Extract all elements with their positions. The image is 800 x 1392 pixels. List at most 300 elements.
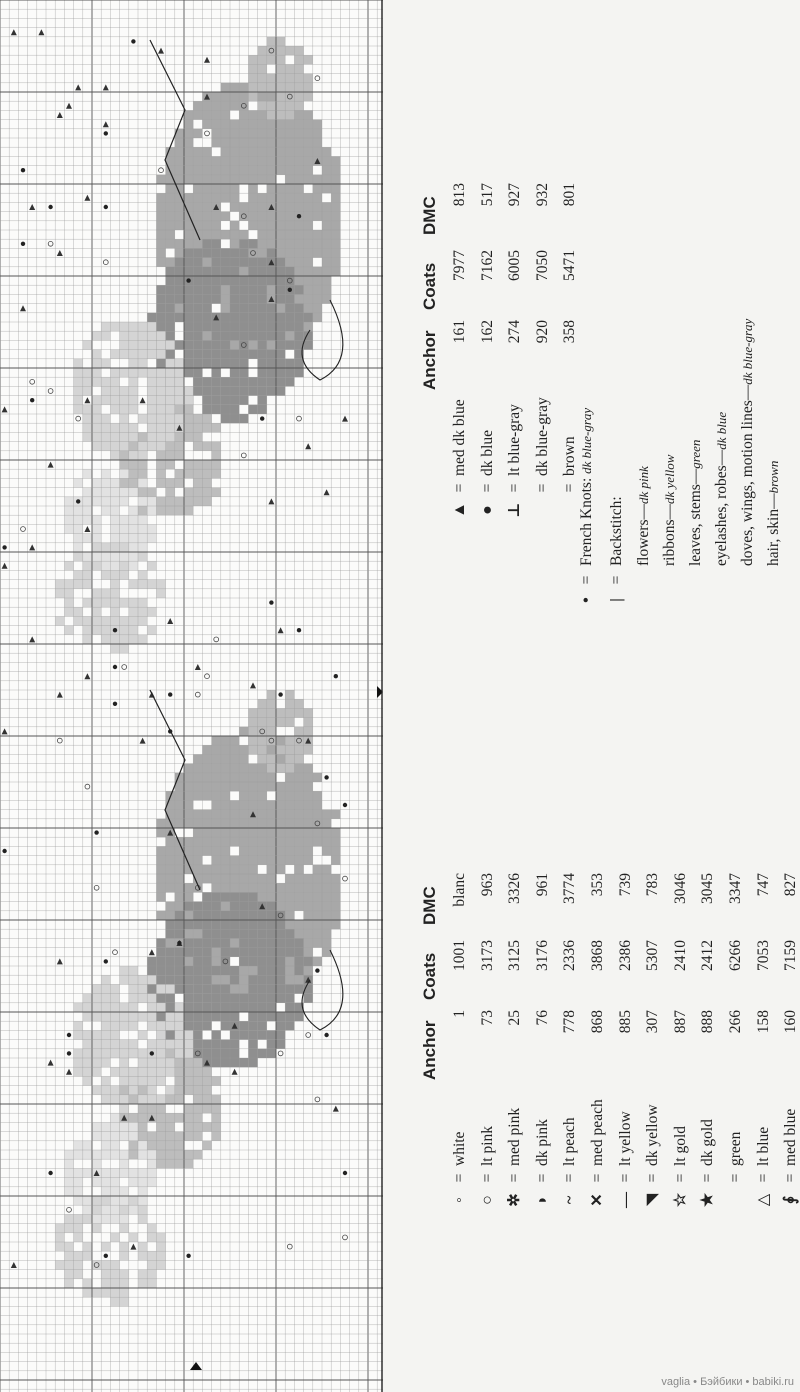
stitch-cell	[166, 1012, 175, 1021]
stitch-cell	[120, 432, 129, 441]
stitch-cell	[258, 101, 267, 110]
stitch-cell	[175, 221, 184, 230]
stitch-cell	[267, 221, 276, 230]
stitch-cell	[83, 570, 92, 579]
stitch-cell	[156, 1150, 165, 1159]
stitch-cell	[285, 699, 294, 708]
stitch-cell	[221, 920, 230, 929]
stitch-cell	[212, 975, 221, 984]
stitch-cell	[212, 819, 221, 828]
stitch-cell	[212, 1058, 221, 1067]
stitch-cell	[101, 1205, 110, 1214]
stitch-cell	[294, 764, 303, 773]
stitch-cell	[193, 1076, 202, 1085]
stitch-cell	[184, 966, 193, 975]
stitch-cell	[267, 782, 276, 791]
stitch-cell	[101, 1012, 110, 1021]
stitch-cell	[276, 920, 285, 929]
stitch-cell	[221, 377, 230, 386]
stitch-cell	[166, 938, 175, 947]
stitch-cell	[304, 120, 313, 129]
stitch-cell	[175, 258, 184, 267]
stitch-cell	[230, 828, 239, 837]
anchor-number: 25	[506, 1010, 524, 1026]
stitch-cell	[304, 156, 313, 165]
stitch-cell	[276, 340, 285, 349]
stitch-cell	[258, 1030, 267, 1039]
stitch-cell	[212, 340, 221, 349]
stitch-cell	[304, 230, 313, 239]
stitch-cell	[258, 957, 267, 966]
stitch-cell	[212, 966, 221, 975]
stitch-cell	[248, 957, 257, 966]
stitch-cell	[83, 1288, 92, 1297]
stitch-cell	[83, 386, 92, 395]
stitch-cell	[331, 230, 340, 239]
stitch-cell	[129, 534, 138, 543]
stitch-cell	[267, 920, 276, 929]
stitch-cell	[175, 497, 184, 506]
stitch-cell	[230, 184, 239, 193]
stitch-cell	[322, 267, 331, 276]
stitch-cell	[258, 175, 267, 184]
stitch-cell	[212, 101, 221, 110]
stitch-cell	[313, 819, 322, 828]
stitch-cell	[202, 764, 211, 773]
stitch-cell	[258, 248, 267, 257]
stitch-cell	[276, 285, 285, 294]
stitch-cell	[258, 120, 267, 129]
stitch-cell	[74, 543, 83, 552]
stitch-cell	[110, 478, 119, 487]
stitch-cell	[285, 957, 294, 966]
stitch-cell	[184, 248, 193, 257]
stitch-cell	[64, 1224, 73, 1233]
stitch-cell	[92, 1205, 101, 1214]
dmc-number: blanc	[451, 873, 468, 907]
stitch-cell	[276, 64, 285, 73]
stitch-cell	[202, 782, 211, 791]
stitch-cell	[120, 543, 129, 552]
stitch-cell	[221, 405, 230, 414]
stitch-cell	[92, 396, 101, 405]
stitch-cell	[221, 175, 230, 184]
dot-symbol	[94, 830, 98, 834]
stitch-cell	[156, 1104, 165, 1113]
stitch-cell	[120, 626, 129, 635]
stitch-cell	[313, 212, 322, 221]
stitch-cell	[193, 846, 202, 855]
stitch-cell	[248, 828, 257, 837]
stitch-cell	[248, 1049, 257, 1058]
stitch-cell	[230, 147, 239, 156]
stitch-cell	[276, 46, 285, 55]
stitch-cell	[285, 938, 294, 947]
stitch-cell	[294, 285, 303, 294]
stitch-cell	[313, 828, 322, 837]
stitch-cell	[221, 193, 230, 202]
stitch-cell	[193, 1095, 202, 1104]
dot-symbol	[278, 692, 282, 696]
stitch-cell	[267, 147, 276, 156]
stitch-cell	[110, 1113, 119, 1122]
stitch-cell	[110, 1122, 119, 1131]
stitch-cell	[267, 948, 276, 957]
stitch-cell	[239, 892, 248, 901]
stitch-cell	[285, 948, 294, 957]
stitch-cell	[276, 377, 285, 386]
stitch-cell	[138, 1132, 147, 1141]
equals-sign: =	[782, 1173, 800, 1183]
stitch-cell	[83, 515, 92, 524]
stitch-cell	[110, 1132, 119, 1141]
stitch-cell	[147, 1260, 156, 1269]
stitch-cell	[212, 984, 221, 993]
coats-number: 5307	[644, 940, 662, 971]
stitch-cell	[184, 1150, 193, 1159]
stitch-cell	[129, 460, 138, 469]
stitch-cell	[147, 984, 156, 993]
stitch-cell	[258, 911, 267, 920]
stitch-cell	[285, 248, 294, 257]
stitch-cell	[322, 929, 331, 938]
stitch-cell	[110, 1187, 119, 1196]
dmc-number: 739	[616, 873, 634, 897]
stitch-cell	[230, 764, 239, 773]
stitch-cell	[129, 1012, 138, 1021]
stitch-cell	[138, 1178, 147, 1187]
stitch-cell	[101, 1122, 110, 1131]
stitch-cell	[294, 727, 303, 736]
stitch-cell	[331, 892, 340, 901]
stitch-cell	[202, 902, 211, 911]
stitch-cell	[92, 561, 101, 570]
stitch-cell	[193, 386, 202, 395]
stitch-cell	[258, 276, 267, 285]
stitch-cell	[230, 304, 239, 313]
stitch-cell	[285, 377, 294, 386]
stitch-cell	[110, 552, 119, 561]
stitch-cell	[129, 405, 138, 414]
stitch-cell	[202, 322, 211, 331]
equals-sign: =	[589, 1173, 606, 1183]
stitch-cell	[101, 626, 110, 635]
stitch-cell	[212, 212, 221, 221]
stitch-cell	[221, 166, 230, 175]
stitch-cell	[294, 294, 303, 303]
stitch-cell	[285, 322, 294, 331]
stitch-cell	[331, 837, 340, 846]
stitch-cell	[184, 1132, 193, 1141]
stitch-cell	[239, 874, 248, 883]
stitch-cell	[239, 948, 248, 957]
stitch-cell	[147, 313, 156, 322]
stitch-cell	[221, 276, 230, 285]
stitch-cell	[267, 1003, 276, 1012]
stitch-cell	[285, 147, 294, 156]
stitch-cell	[129, 1132, 138, 1141]
stitch-cell	[304, 948, 313, 957]
stitch-cell	[304, 175, 313, 184]
stitch-cell	[138, 1095, 147, 1104]
stitch-cell	[276, 193, 285, 202]
stitch-cell	[156, 883, 165, 892]
stitch-cell	[239, 994, 248, 1003]
stitch-cell	[175, 1030, 184, 1039]
stitch-cell	[92, 616, 101, 625]
stitch-cell	[258, 359, 267, 368]
stitch-cell	[221, 340, 230, 349]
stitch-cell	[129, 994, 138, 1003]
stitch-cell	[120, 534, 129, 543]
stitch-cell	[156, 828, 165, 837]
stitch-cell	[248, 856, 257, 865]
stitch-cell	[239, 294, 248, 303]
stitch-cell	[276, 230, 285, 239]
stitch-cell	[193, 267, 202, 276]
stitch-cell	[120, 1049, 129, 1058]
stitch-cell	[184, 331, 193, 340]
stitch-cell	[147, 497, 156, 506]
stitch-cell	[74, 1178, 83, 1187]
dot-symbol	[21, 242, 25, 246]
stitch-cell	[166, 902, 175, 911]
stitch-cell	[239, 313, 248, 322]
stitch-cell	[258, 138, 267, 147]
stitch-cell	[294, 699, 303, 708]
stitch-cell	[285, 791, 294, 800]
stitch-cell	[267, 166, 276, 175]
stitch-cell	[129, 626, 138, 635]
stitch-cell	[239, 727, 248, 736]
stitch-cell	[322, 819, 331, 828]
stitch-cell	[166, 1040, 175, 1049]
stitch-cell	[175, 267, 184, 276]
anchor-number: 888	[699, 1010, 717, 1034]
stitch-cell	[212, 1003, 221, 1012]
stitch-cell	[193, 764, 202, 773]
stitch-cell	[230, 975, 239, 984]
stitch-cell	[193, 239, 202, 248]
dmc-number: 3046	[671, 873, 689, 904]
stitch-cell	[221, 902, 230, 911]
stitch-cell	[193, 837, 202, 846]
stitch-cell	[193, 911, 202, 920]
stitch-cell	[110, 1049, 119, 1058]
stitch-cell	[202, 1076, 211, 1085]
stitch-cell	[285, 340, 294, 349]
stitch-cell	[221, 782, 230, 791]
stitch-cell	[138, 1141, 147, 1150]
stitch-cell	[110, 405, 119, 414]
corner-triangle-icon: ◥	[644, 1193, 662, 1207]
stitch-cell	[202, 1095, 211, 1104]
stitch-cell	[138, 1168, 147, 1177]
stitch-cell	[175, 368, 184, 377]
stitch-cell	[175, 1012, 184, 1021]
stitch-cell	[193, 1132, 202, 1141]
stitch-cell	[258, 331, 267, 340]
stitch-cell	[322, 294, 331, 303]
stitch-cell	[248, 83, 257, 92]
stitch-cell	[221, 386, 230, 395]
stitch-cell	[285, 828, 294, 837]
stitch-cell	[175, 874, 184, 883]
stitch-cell	[221, 331, 230, 340]
anchor-number: 266	[727, 1010, 744, 1034]
stitch-cell	[221, 764, 230, 773]
stitch-cell	[166, 856, 175, 865]
stitch-cell	[55, 580, 64, 589]
stitch-cell	[276, 856, 285, 865]
stitch-cell	[239, 782, 248, 791]
stitch-cell	[313, 938, 322, 947]
stitch-cell	[156, 1040, 165, 1049]
stitch-cell	[92, 497, 101, 506]
stitch-cell	[92, 432, 101, 441]
stitch-cell	[267, 994, 276, 1003]
stitch-cell	[92, 1067, 101, 1076]
stitch-cell	[258, 322, 267, 331]
stitch-cell	[304, 276, 313, 285]
stitch-cell	[101, 1086, 110, 1095]
stitch-cell	[248, 221, 257, 230]
stitch-cell	[184, 497, 193, 506]
stitch-cell	[313, 313, 322, 322]
stitch-cell	[138, 359, 147, 368]
stitch-cell	[120, 635, 129, 644]
equals-sign: =	[478, 483, 496, 493]
stitch-cell	[239, 911, 248, 920]
tilde-icon: ~	[561, 1195, 579, 1205]
stitch-cell	[202, 846, 211, 855]
stitch-cell	[276, 276, 285, 285]
stitch-cell	[331, 193, 340, 202]
stitch-cell	[166, 911, 175, 920]
stitch-cell	[258, 129, 267, 138]
stitch-cell	[83, 1012, 92, 1021]
stitch-cell	[304, 791, 313, 800]
stitch-cell	[239, 1021, 248, 1030]
stitch-cell	[138, 515, 147, 524]
stitch-cell	[83, 1214, 92, 1223]
color-name: dk gold	[699, 1119, 717, 1166]
stitch-cell	[212, 239, 221, 248]
dot-symbol	[186, 1254, 190, 1258]
stitch-cell	[267, 883, 276, 892]
color-name: lt blue	[754, 1126, 772, 1166]
stitch-cell	[230, 248, 239, 257]
stitch-cell	[276, 83, 285, 92]
stitch-cell	[212, 1104, 221, 1113]
stitch-cell	[156, 874, 165, 883]
stitch-cell	[83, 1049, 92, 1058]
watermark: vaglia • Бэйбики • babiki.ru	[661, 1376, 794, 1388]
stitch-cell	[147, 1159, 156, 1168]
stitch-cell	[92, 1288, 101, 1297]
stitch-cell	[147, 966, 156, 975]
stitch-cell	[267, 745, 276, 754]
stitch-cell	[258, 718, 267, 727]
stitch-cell	[193, 110, 202, 119]
stitch-cell	[138, 506, 147, 515]
stitch-cell	[331, 166, 340, 175]
stitch-cell	[258, 46, 267, 55]
stitch-cell	[212, 929, 221, 938]
stitch-cell	[313, 267, 322, 276]
stitch-cell	[239, 285, 248, 294]
stitch-cell	[294, 837, 303, 846]
stitch-cell	[175, 948, 184, 957]
stitch-cell	[230, 865, 239, 874]
stitch-cell	[322, 166, 331, 175]
stitch-cell	[294, 184, 303, 193]
stitch-cell	[184, 1113, 193, 1122]
stitch-cell	[267, 1049, 276, 1058]
stitch-cell	[166, 874, 175, 883]
stitch-cell	[258, 819, 267, 828]
stitch-cell	[304, 83, 313, 92]
stitch-cell	[258, 966, 267, 975]
stitch-cell	[267, 773, 276, 782]
stitch-cell	[285, 74, 294, 83]
stitch-cell	[267, 212, 276, 221]
stitch-cell	[83, 635, 92, 644]
stitch-cell	[74, 506, 83, 515]
stitch-cell	[294, 754, 303, 763]
stitch-cell	[267, 938, 276, 947]
stitch-cell	[258, 156, 267, 165]
stitch-cell	[239, 920, 248, 929]
stitch-cell	[248, 736, 257, 745]
stitch-cell	[294, 957, 303, 966]
stitch-cell	[248, 258, 257, 267]
stitch-cell	[267, 1040, 276, 1049]
stitch-cell	[129, 635, 138, 644]
stitch-cell	[202, 1049, 211, 1058]
stitch-cell	[276, 147, 285, 156]
stitch-cell	[258, 212, 267, 221]
stitch-cell	[138, 340, 147, 349]
stitch-cell	[248, 883, 257, 892]
stitch-cell	[248, 846, 257, 855]
stitch-cell	[101, 1288, 110, 1297]
stitch-cell	[92, 423, 101, 432]
stitch-cell	[248, 773, 257, 782]
stitch-cell	[276, 359, 285, 368]
stitch-cell	[166, 1086, 175, 1095]
stitch-cell	[129, 984, 138, 993]
stitch-cell	[202, 294, 211, 303]
stitch-cell	[147, 1012, 156, 1021]
stitch-cell	[184, 120, 193, 129]
stitch-cell	[120, 488, 129, 497]
stitch-cell	[230, 773, 239, 782]
stitch-cell	[258, 239, 267, 248]
stitch-cell	[212, 1049, 221, 1058]
stitch-cell	[304, 938, 313, 947]
dmc-number: 747	[754, 873, 772, 897]
coats-number: 7159	[782, 940, 800, 971]
stitch-cell	[304, 708, 313, 717]
stitch-cell	[120, 552, 129, 561]
stitch-cell	[258, 1012, 267, 1021]
equals-sign: =	[478, 1173, 496, 1183]
anchor-number: 887	[671, 1010, 689, 1034]
stitch-cell	[258, 1003, 267, 1012]
stitch-cell	[147, 957, 156, 966]
stitch-cell	[83, 994, 92, 1003]
